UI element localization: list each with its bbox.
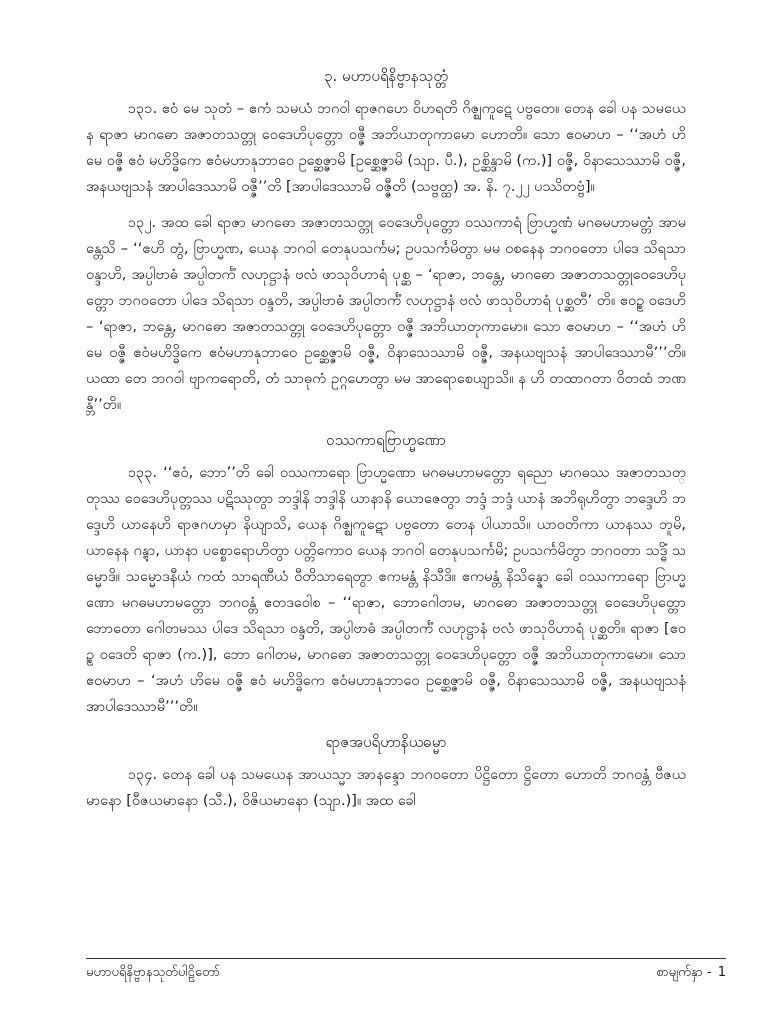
paragraph-131: ၁၃၁. ဧဝံ မေ သုတံ – ဧကံ သမယံ ဘဂဝါ ရာဇဂဟေ ဝိဟရတိ ဂိဇ္ဈကူဋေ ပဗ္ဗတေ။ တေန ခေါ ပန သမယေန ရာဇာ မာဂဓော အဇာတသတ္တု ဝေဒေဟိပုတ္တော ဝဇ္ဇီ အဘိယာတုကာမော ဟောတိ။ သော ဧဝမာဟ – ‘‘အဟံ ဟိမေ ဝဇ္ဇီ ဧဝံ မဟိဒ္ဓိကေ ဧဝံမဟာနုဘာဝေ ဥစ္ဆေဇ္ဇာမိ [ဥစ္ဆေဇ္ဇာမိ (သျာ. ပီ.), ဥစ္ဆိန္ဒာမိ (က.)] ဝဇ္ဇီ, ဝိနာသေဿာမိ ဝဇ္ဇီ, အနယဗျသနံ အာပါဒေဿာမိ ဝဇ္ဇီ’’တိ [အာပါဒေဿာမိ ဝဇ္ဇီတိ (သဗ္ဗတ္ထ) အ. နိ. ၇.၂၂ ပဿိတဗ္ဗံ]။ <box>86 101 686 195</box>
document-body <box>86 64 686 954</box>
footer-page-label: စာမျက်နှာ - <box>655 965 712 980</box>
paragraph-134: ၁၃၄. တေန ခေါ ပန သမယေန အာယသ္မာ အာနန္ဒော ဘဂဝတော ပိဋ္ဌိတော ဋ္ဌိတော ဟောတိ ဘဂဝန္တံ ဗီဇယမာနော [ဝီဇယမာနော (သီ.), ဝိဇိယမာနော (သျာ.)]။ အထ ခေါ <box>86 767 686 809</box>
paragraph-133: ၁၃၃. ‘‘ဧဝံ, ဘော’’တိ ခေါ ဝဿကာရော ဗြာဟ္မဏော မဂဓမဟာမတ္တော ရညော မာဂဓဿ အဇာတသတ္တုဿ ဝေဒေဟိပုတ္တဿ ပဋိဿုတွာ ဘဒ္ဒါနိ ဘဒ္ဒါနိ ယာနာနိ ယောဇေတွာ ဘဒ္ဒံ ဘဒ္ဒံ ယာနံ အဘိရုဟိတွာ ဘဒ္ဒေဟိ ဘဒ္ဒေဟိ ယာနေဟိ ရာဇဂဟမှာ နိယျာသိ, ယေန ဂိဇ္ဈကူဋော ပဗ္ဗတော တေန ပါယာသိ။ ယာဝတိကာ ယာနဿ ဘူမိ, ယာနေန ဂန္တွာ, ယာနာ ပစ္စောရောဟိတွာ ပတ္တိကောဝ ယေန ဘဂဝါ တေနုပသင်္ကမိ; ဥပသင်္ကမိတွာ ဘဂဝတာ သဒ္ဓိံ သမ္မောဒိ။ သမ္မောဒနီယံ ကထံ သာရဏီယံ ဝီတိသာရေတွာ ဧကမန္တံ နိသီဒိ။ ဧကမန္တံ နိသိန္နော ခေါ ဝဿကာရော ဗြာဟ္မဏော မဂဓမဟာမတ္တော ဘဂဝန္တံ ဧတဒဝေါစ – ‘‘ရာဇာ, ဘောဂေါတမ, မာဂဓော အဇာတသတ္တု ဝေဒေဟိပုတ္တော ဘောတော ဂေါတမဿ ပါဒေ သိရသာ ဝန္ဒတိ, အပ္ပါဗာဓံ အပ္ပါတင်္ကံ လဟုဋ္ဌာနံ ဗလံ ဖာသုဝိဟာရံ ပုစ္ဆတိ။ ရာဇာ [ဧဝဉ္စ ဝဒေတိ ရာဇာ (က.)], ဘော ဂေါတမ, မာဂဓော အဇာတသတ္တု ဝေဒေဟိပုတ္တော ဝဇ္ဇီ အဘိယာတုကာမော။ သော ဧဝမာဟ – ‘အဟံ ဟိမေ ဝဇ္ဇီ ဧဝံ မဟိဒ္ဓိကေ ဧဝံမဟာနုဘာဝေ ဥစ္ဆေဇ္ဇာမိ ဝဇ္ဇီ, ဝိနာသေဿာမိ ဝဇ္ဇီ, အနယဗျသနံ အာပါဒေဿာမီ’’’တိ။ <box>86 465 686 715</box>
sutta-title: ၃. မဟာပရိနိဗ္ဗာနသုတ္တံ <box>324 67 448 85</box>
footer-book-title: မဟာပရိနိဗ္ဗာနသုတ်ပါဠိတော် <box>86 965 220 980</box>
section-heading-vassakara: ဝဿကာရဗြာဟ္မဏော <box>326 431 446 449</box>
footer-page-indicator <box>656 963 726 983</box>
page-footer <box>86 958 726 983</box>
footer-page-number: 1 <box>717 965 726 980</box>
section-heading-aparihaniya: ရာဇအပရိဟာနိယဓမ္မာ <box>325 733 447 751</box>
paragraph-132: ၁၃၂. အထ ခေါ ရာဇာ မာဂဓော အဇာတသတ္တု ဝေဒေဟိပုတ္တော ဝဿကာရံ ဗြာဟ္မဏံ မဂဓမဟာမတ္တံ အာမန္တေသိ – ‘‘ဧဟိ တွံ, ဗြာဟ္မဏ, ယေန ဘဂဝါ တေနုပသင်္ကမ; ဥပသင်္ကမိတွာ မမ ဝစနေန ဘဂဝတော ပါဒေ သိရသာ ဝန္ဒာဟိ, အပ္ပါဗာဓံ အပ္ပါတင်္ကံ လဟုဋ္ဌာနံ ဗလံ ဖာသုဝိဟာရံ ပုစ္ဆ – ‘ရာဇာ, ဘန္တေ, မာဂဓော အဇာတသတ္တုဝေဒေဟိပုတ္တော ဘဂဝတော ပါဒေ သိရသာ ဝန္ဒတိ, အပ္ပါဗာဓံ အပ္ပါတင်္ကံ လဟုဋ္ဌာနံ ဗလံ ဖာသုဝိဟာရံ ပုစ္ဆတီ’ တိ။ ဧဝဉ္စ ဝဒေဟိ – ‘ရာဇာ, ဘန္တေ, မာဂဓော အဇာတသတ္တု ဝေဒေဟိပုတ္တော ဝဇ္ဇီ အဘိယာတုကာမော။ သော ဧဝမာဟ – ‘‘အဟံ ဟိမေ ဝဇ္ဇီ ဧဝံမဟိဒ္ဓိကေ ဧဝံမဟာနုဘာဝေ ဥစ္ဆေဇ္ဇာမိ ဝဇ္ဇီ, ဝိနာသေဿာမိ ဝဇ္ဇီ, အနယဗျသနံ အာပါဒေဿာမီ’’’တိ။ ယထာ တေ ဘဂဝါ ဗျာကရောတိ, တံ သာဓုကံ ဥဂ္ဂဟေတွာ မမ အာရောစေယျာသိ။ န ဟိ တထာဂတာ ဝိတထံ ဘဏန္တီ’’တိ။ <box>86 215 686 413</box>
